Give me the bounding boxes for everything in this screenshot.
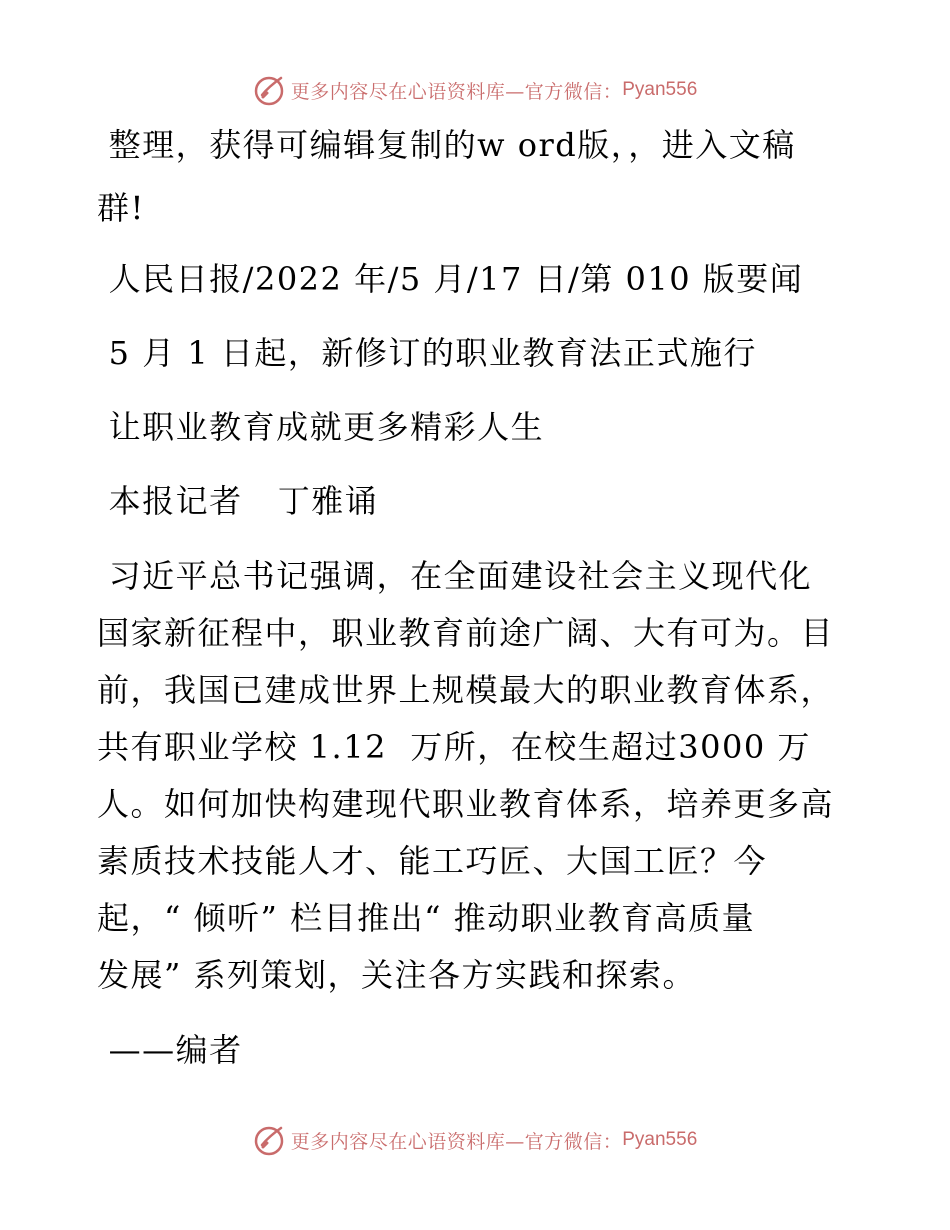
text-line: 人民日报/2022 年/5 月/17 日/第 010 版要闻 [97,260,804,298]
text-line: 习近平总书记强调，在全面建设社会主义现代化 [97,557,813,595]
watermark-text: 更多内容尽在心语资料库—官方微信： [290,80,623,103]
pen-logo-icon [253,1123,287,1157]
watermark-text: 更多内容尽在心语资料库—官方微信： [290,1130,623,1153]
text-line: 整理，获得可编辑复制的w ord版，，进入文稿 [97,126,796,164]
text-line: ——编者 [97,1031,243,1069]
text-line: 5 月 1 日起，新修订的职业教育法正式施行 [97,334,757,372]
text-line: 前，我国已建成世界上规模最大的职业教育体系， [97,671,835,709]
text-line: 让职业教育成就更多精彩人生 [97,408,545,446]
text-line: 群! [97,189,145,227]
text-line: 发展” 系列策划，关注各方实践和探索。 [97,956,697,994]
text-line: 共有职业学校 1.12 万所，在校生超过3000 万 [97,728,811,766]
text-line: 起，“ 倾听” 栏目推出“ 推动职业教育高质量 [97,899,756,937]
text-line: 人。如何加快构建现代职业教育体系，培养更多高 [97,785,835,823]
watermark-id: Pyan556 [622,79,698,100]
text-line: 素质技术技能人才、能工巧匠、大国工匠？今 [97,842,768,880]
footer-watermark [0,1120,950,1160]
text-line: 本报记者 丁雅诵 [97,482,379,520]
text-line: 国家新征程中，职业教育前途广阔、大有可为。目 [97,614,835,652]
watermark-id: Pyan556 [622,1129,698,1150]
